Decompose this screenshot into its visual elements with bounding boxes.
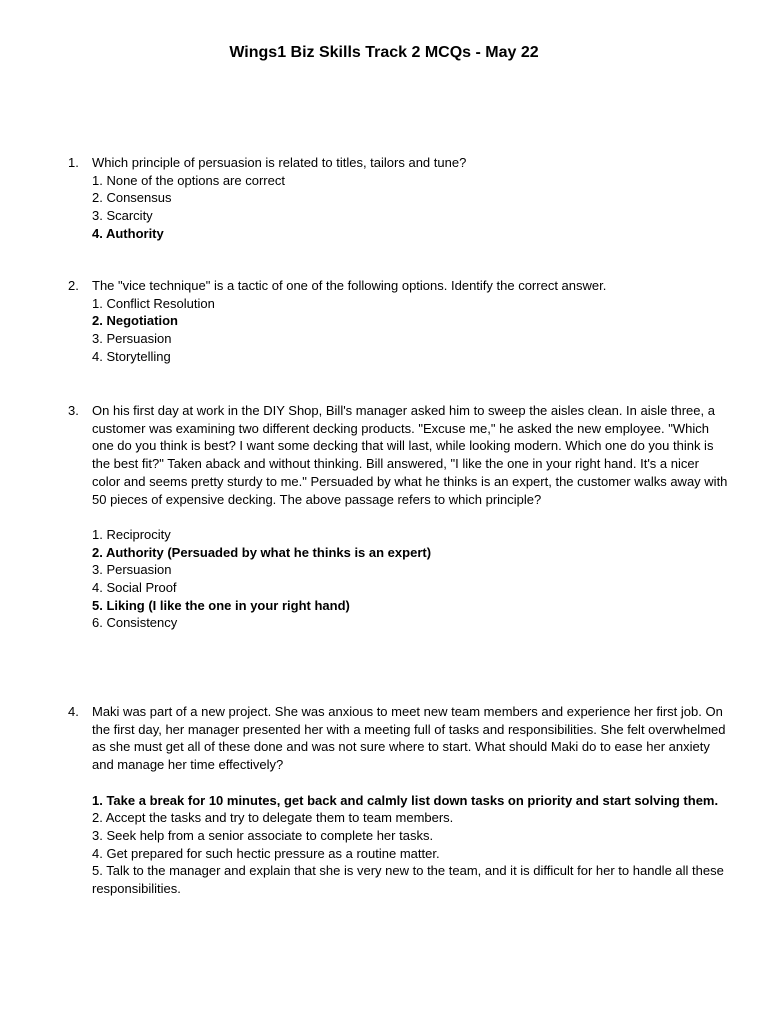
option-item: 4. Get prepared for such hectic pressure as a routine matter. [92, 845, 440, 861]
question-item [68, 703, 728, 898]
option-item-correct: 5. Liking (I like the one in your right hand) [92, 597, 350, 613]
question-number: 1. [68, 155, 79, 170]
option-item: 4. Storytelling [92, 348, 171, 364]
question-item [68, 402, 728, 632]
option-item: 3. Persuasion [92, 562, 172, 578]
option-item: 6. Consistency [92, 615, 178, 631]
option-item: 5. Talk to the manager and explain that she is very new to the team, and it is difficult for her to handle all these responsibilities. [92, 863, 724, 897]
option-item-correct: 2. Negotiation [92, 313, 178, 329]
question-body [92, 703, 728, 898]
option-item: 2. Consensus [92, 190, 172, 206]
option-list [92, 792, 728, 898]
option-list [92, 526, 728, 632]
option-item-correct: 1. Take a break for 10 minutes, get back and calmly list down tasks on priority and start solving them. [92, 792, 719, 808]
question-text: Maki was part of a new project. She was anxious to meet new team members and experience her first job. On the first day, her manager presented her with a meeting full of tasks and responsibilities. She felt overwhelmed as she must get all of these done and was not sure where to start. What should Maki do to ease her anxiety and manage her time effectively? [92, 704, 726, 773]
document-title: Wings1 Biz Skills Track 2 MCQs - May 22 [229, 44, 539, 61]
option-item: 4. Social Proof [92, 580, 177, 596]
option-item: 2. Accept the tasks and try to delegate them to team members. [92, 810, 454, 826]
question-number: 2. [68, 278, 79, 293]
question-number: 4. [68, 704, 79, 719]
question-item [68, 154, 728, 243]
option-item: 3. Seek help from a senior associate to complete her tasks. [92, 827, 434, 843]
question-item [68, 277, 728, 366]
question-text: The "vice technique" is a tactic of one of the following options. Identify the correct answer. [92, 278, 607, 293]
option-list [92, 172, 728, 243]
option-item: 3. Persuasion [92, 331, 172, 347]
question-number: 3. [68, 403, 79, 418]
option-item-correct: 2. Authority (Persuaded by what he thinks is an expert) [92, 544, 432, 560]
option-item-correct: 4. Authority [92, 225, 164, 241]
question-text: On his first day at work in the DIY Shop, Bill's manager asked him to sweep the aisles clean. In aisle three, a customer was examining two different decking products. "Excuse me," he asked the new employee. "Which one do you think is best? I want some decking that will last, while looking modern. Which one do you think is the best fit?" Taken aback and without thinking. Bill answered, "I like the one in your right hand. It's a nicer color and seems pretty sturdy to me." Persuaded by what he thinks is an expert, the customer walks away with 50 pieces of expensive decking. The above passage refers to which principle? [92, 403, 728, 507]
option-item: 1. None of the options are correct [92, 172, 285, 188]
question-body [92, 154, 728, 243]
question-body [92, 277, 728, 366]
question-body [92, 402, 728, 632]
option-list [92, 295, 728, 366]
option-item: 1. Reciprocity [92, 526, 171, 542]
option-item: 3. Scarcity [92, 208, 153, 224]
question-text: Which principle of persuasion is related to titles, tailors and tune? [92, 155, 467, 170]
option-item: 1. Conflict Resolution [92, 295, 215, 311]
